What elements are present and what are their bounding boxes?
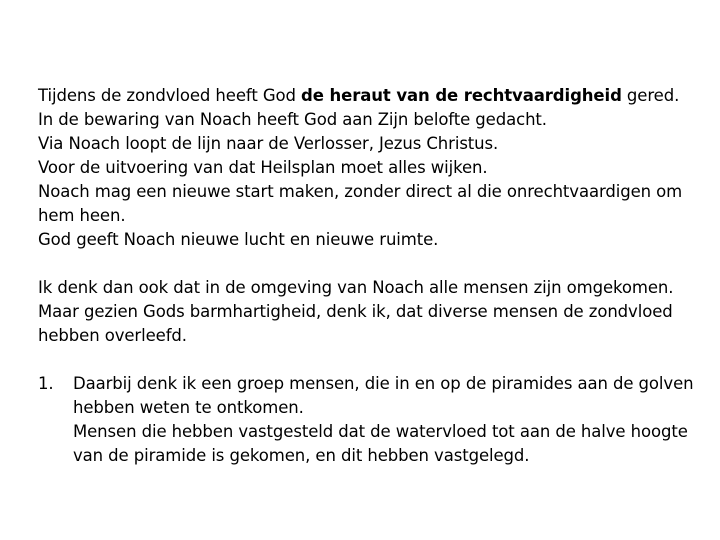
text-line: Mensen die hebben vastgesteld dat de watervloed tot aan de halve hoogte van de piramide is gekomen, en dit hebben vastgelegd. — [73, 422, 688, 465]
slide-content — [38, 84, 710, 468]
text-span: gered. — [621, 86, 680, 105]
text-line: Voor de uitvoering van dat Heilsplan moet alles wijken. — [38, 158, 488, 177]
list-number: 1. — [38, 374, 54, 393]
paragraph-1 — [38, 84, 710, 252]
text-line — [38, 84, 710, 108]
text-line: God geeft Noach nieuwe lucht en nieuwe ruimte. — [38, 230, 439, 249]
list-item-body — [73, 372, 710, 468]
paragraph-spacer — [38, 252, 710, 276]
text-line: Maar gezien Gods barmhartigheid, denk ik, dat diverse mensen de zondvloed hebben overleefd. — [38, 302, 673, 345]
text-line: Via Noach loopt de lijn naar de Verlosser, Jezus Christus. — [38, 134, 499, 153]
text-line: In de bewaring van Noach heeft God aan Zijn belofte gedacht. — [38, 110, 547, 129]
text-line: Noach mag een nieuwe start maken, zonder direct al die onrechtvaardigen om hem heen. — [38, 182, 683, 225]
paragraph-spacer — [38, 348, 710, 372]
text-span: Tijdens de zondvloed heeft God — [38, 86, 302, 105]
bold-text: de heraut van de rechtvaardigheid — [301, 86, 622, 105]
paragraph-2 — [38, 276, 710, 348]
text-line: Daarbij denk ik een groep mensen, die in en op de piramides aan de golven hebben weten te ontkomen. — [73, 374, 694, 417]
numbered-list-item — [38, 372, 710, 468]
text-line: Ik denk dan ook dat in de omgeving van Noach alle mensen zijn omgekomen. — [38, 278, 674, 297]
